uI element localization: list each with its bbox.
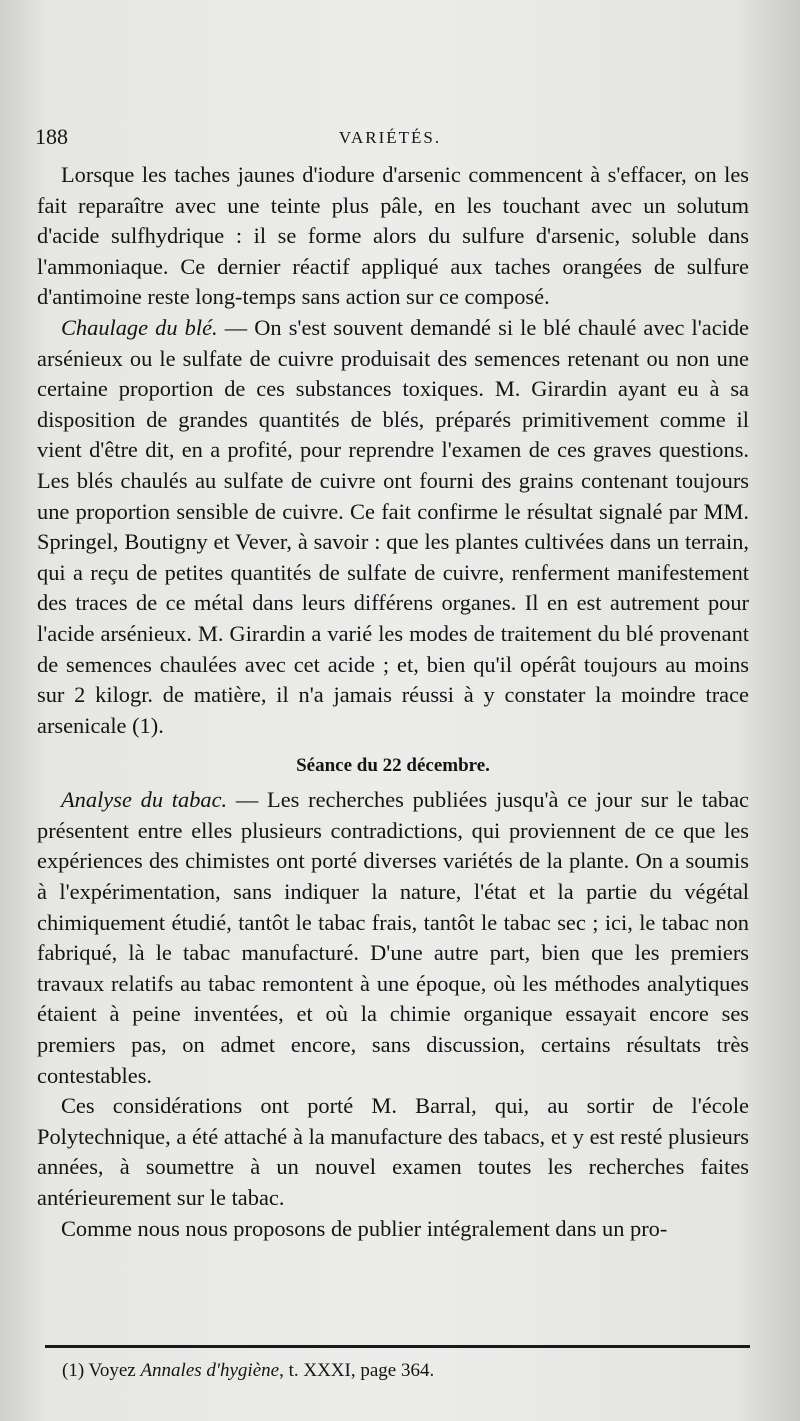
page-header <box>35 124 745 154</box>
footnote <box>62 1358 752 1384</box>
paragraph-tabac <box>37 785 749 1091</box>
paragraph-text: — Les recherches publiées jusqu'à ce jour sur le tabac présentent entre elles plusieurs contradictions, qui proviennent de ce que les expériences des chimistes ont porté diverses variétés de la plante. On a soumis à l'expérimentation, sans indiquer la nature, l'état et la partie du végétal chimiquement étudié, tantôt le tabac frais, tantôt le tabac sec ; ici, le tabac non fabriqué, là le tabac manufacturé. D'une autre part, bien que les premiers travaux relatifs au tabac remontent à une époque, où les méthodes analytiques étaient à peine inventées, et où la chimie organique essayait encore ses premiers pas, on admet encore, sans discussion, certains résultats très contestables. <box>37 787 749 1088</box>
paragraph-chaulage <box>37 313 749 741</box>
paragraph-title-tabac: Analyse du tabac. <box>61 787 228 813</box>
paragraph-text: Comme nous nous proposons de publier intégralement dans un pro- <box>61 1215 668 1241</box>
footnote-divider <box>45 1345 750 1348</box>
footnote-prefix: (1) Voyez <box>62 1360 141 1381</box>
paragraph-text: Ces considérations ont porté M. Barral, qui, au sortir de l'école Polytechnique, a été attaché à la manufacture des tabacs, et y est resté plusieurs années, à soumettre à un nouvel examen toutes les recherches faites antérieurement sur le tabac. <box>37 1093 749 1210</box>
body-text <box>37 160 749 1244</box>
section-heading: Séance du 22 décembre. <box>296 755 490 777</box>
footnote-journal: Annales d'hygiène <box>140 1360 280 1381</box>
paragraph-barral <box>37 1091 749 1213</box>
paragraph-title-chaulage: Chaulage du blé. <box>61 314 218 340</box>
paragraph-publication <box>37 1214 749 1245</box>
paragraph-text: — On s'est souvent demandé si le blé chaulé avec l'acide arsénieux ou le sulfate de cuivre produisait des semences retenant ou non une certaine proportion de ces substances toxiques. M. Girardin ayant eu à sa disposition de grandes quantités de blés, préparés primitivement comme il vient d'être dit, en a profité, pour reprendre l'examen de ces graves questions. Les blés chaulés au sulfate de cuivre ont fourni des grains contenant toujours une proportion sensible de cuivre. Ce fait confirme le résultat signalé par MM. Springel, Boutigny et Vever, à savoir : que les plantes cultivées dans un terrain, qui a reçu de petites quantités de sulfate de cuivre, renferment manifestement des traces de ce métal dans leurs différens organes. Il en est autrement pour l'acide arsénieux. M. Girardin a varié les modes de traitement du blé provenant de semences chaulées avec cet acide ; et, bien qu'il opérât toujours au moins sur 2 kilogr. de matière, il n'a jamais réussi à y constater la moindre trace arsenicale (1). <box>37 314 749 738</box>
running-title: VARIÉTÉS. <box>338 128 442 147</box>
footnote-suffix: , t. XXXI, page 364. <box>279 1360 435 1381</box>
paragraph-text: Lorsque les taches jaunes d'iodure d'arsenic commencent à s'effacer, on les fait reparaître avec une teinte plus pâle, en les touchant avec un solutum d'acide sulfhydrique : il se forme alors du sulfure d'arsenic, soluble dans l'ammoniaque. Ce dernier réactif appliqué aux taches orangées de sulfure d'antimoine reste long-temps sans action sur ce composé. <box>37 162 749 310</box>
paragraph-arsenic-stains <box>37 160 749 313</box>
page-number: 188 <box>35 124 68 149</box>
